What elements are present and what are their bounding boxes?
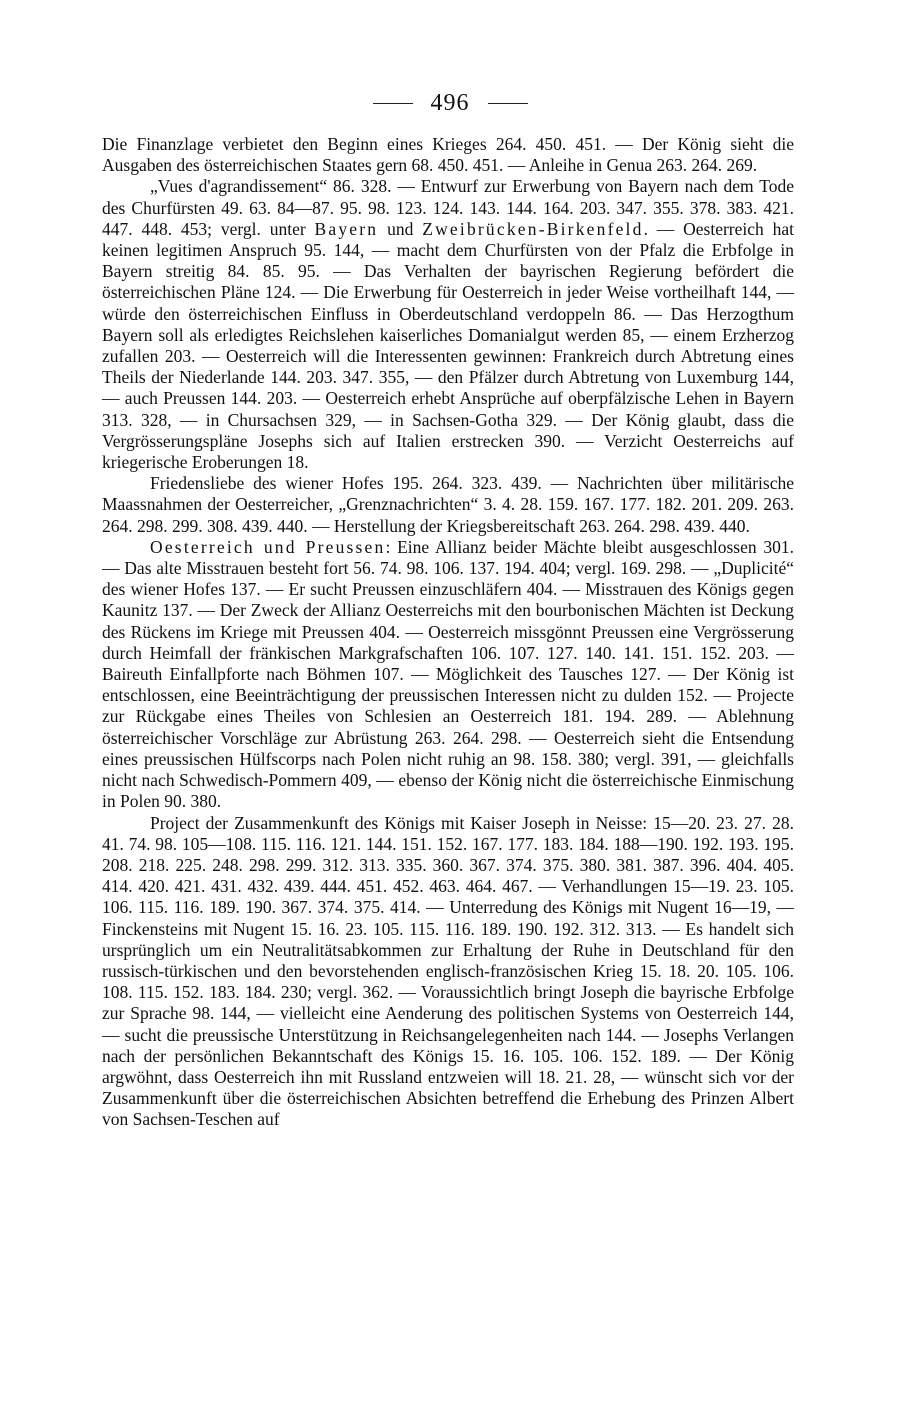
cross-reference: Bayern <box>314 218 379 239</box>
paragraph <box>102 473 794 537</box>
paragraph <box>102 537 794 813</box>
paragraph-text: und <box>378 218 423 239</box>
subheading: Oesterreich und Preussen <box>150 536 386 557</box>
index-text <box>102 134 794 1131</box>
paragraph-text: Die Finanzlage verbietet den Beginn eines Krieges 264. 450. 451. — Der König sieht die Ausgaben des österreichischen Staates gern 68. 450. 451. — Anleihe in Genua 263. 264. 269. <box>102 134 794 176</box>
paragraph <box>102 813 794 1131</box>
paragraph <box>102 176 794 473</box>
page-number: 496 <box>430 89 470 116</box>
page-header <box>0 88 900 118</box>
cross-reference: Zweibrücken-Birkenfeld <box>422 218 644 239</box>
paragraph-text: „Vues d'agrandissement“ 86. 328. — Entwurf zur Erwerbung von Bayern nach dem Tode des Churfürsten 49. 63. 84—87. 95. 98. 123. 124. 143. 144. 164. 203. 347. 355. 378. 383. 421. 447. 448. 453; vergl. unter <box>102 176 794 239</box>
paragraph-text: Friedensliebe des wiener Hofes 195. 264. 323. 439. — Nachrichten über militärische Maassnahmen der Oesterreicher, „Grenznachrichten“ 3. 4. 28. 159. 167. 177. 182. 201. 209. 263. 264. 298. 299. 308. 439. 440. — Herstellung der Kriegsbereitschaft 263. 264. 298. 439. 440. <box>102 473 794 536</box>
paragraph <box>102 134 794 176</box>
paragraph-text: . — Oesterreich hat keinen legitimen Anspruch 95. 144, — macht dem Churfürsten von der Pfalz die Erbfolge in Bayern streitig 84. 85. 95. — Das Verhalten der bayrischen Regierung befördert die österreichischen Pläne 124. — Die Erwerbung für Oesterreich in jeder Weise vortheilhaft 144, — würde den österreichischen Einfluss in Oberdeutschland verdoppeln 86. — Das Herzogthum Bayern soll als erledigtes Reichslehen kaiserliches Domanialgut werden 85, — einem Erzherzog zufallen 203. — Oesterreich will die Interessenten gewinnen: Frankreich durch Abtretung eines Theils der Niederlande 144. 203. 347. 355, — den Pfälzer durch Abtretung von Luxemburg 144, — auch Preussen 144. 203. — Oesterreich erhebt Ansprüche auf oberpfälzische Lehen in Bayern 313. 328, — in Chursachsen 329, — in Sachsen-Gotha 329. — Der König glaubt, dass die Vergrösserungspläne Josephs sich auf Italien erstrecken 390. — Verzicht Oesterreichs auf kriegerische Eroberungen 18. <box>102 218 794 473</box>
paragraph-text: : Eine Allianz beider Mächte bleibt ausgeschlossen 301. — Das alte Misstrauen besteht fort 56. 74. 98. 106. 137. 194. 404; vergl. 169. 298. — „Duplicité“ des wiener Hofes 137. — Er sucht Preussen einzuschläfern 404. — Misstrauen des Königs gegen Kaunitz 137. — Der Zweck der Allianz Oesterreichs mit den bourbonischen Mächten ist Deckung des Rückens im Kriege mit Preussen 404. — Oesterreich missgönnt Preussen eine Vergrösserung durch Heimfall der fränkischen Markgrafschaften 106. 107. 127. 140. 141. 151. 152. 203. — Baireuth Einfallpforte nach Böhmen 107. — Möglichkeit des Tausches 127. — Der König ist entschlossen, eine Beeinträchtigung der preussischen Interessen nicht zu dulden 152. — Projecte zur Rückgabe eines Theiles von Schlesien an Oesterreich 181. 194. 289. — Ablehnung österreichischer Vorschläge zur Abrüstung 263. 264. 298. — Oesterreich sieht die Entsendung eines preussischen Hülfscorps nach Polen nicht ruhig an 98. 158. 380; vergl. 391, — gleichfalls nicht nach Schwedisch-Pommern 409, — ebenso der König nicht die österreichische Einmischung in Polen 90. 380. <box>102 536 794 812</box>
header-rule-left <box>373 103 413 104</box>
paragraph-text: Project der Zusammenkunft des Königs mit Kaiser Joseph in Neisse: 15—20. 23. 27. 28. 41. 74. 98. 105—108. 115. 116. 121. 144. 151. 152. 167. 177. 183. 184. 188—190. 192. 193. 195. 208. 218. 225. 248. 298. 299. 312. 313. 335. 360. 367. 374. 375. 380. 381. 387. 396. 404. 405. 414. 420. 421. 431. 432. 439. 444. 451. 452. 463. 464. 467. — Verhandlungen 15—19. 23. 105. 106. 115. 116. 189. 190. 367. 374. 375. 414. — Unterredung des Königs mit Nugent 16—19, — Finckensteins mit Nugent 15. 16. 23. 105. 115. 116. 189. 190. 192. 312. 313. — Es handelt sich ursprünglich um ein Neutralitätsabkommen zur Erhaltung der Ruhe in Deutschland für den russisch-türkischen und den bevorstehenden englisch-französischen Krieg 15. 18. 20. 105. 106. 108. 115. 152. 183. 184. 230; vergl. 362. — Voraussichtlich bringt Joseph die bayrische Erbfolge zur Sprache 98. 144, — vielleicht eine Aenderung des politischen Systems von Oesterreich 144, — sucht die preussische Unterstützung in Reichsangelegenheiten nach 144. — Josephs Verlangen nach der persönlichen Bekanntschaft des Königs 15. 16. 105. 106. 152. 189. — Der König argwöhnt, dass Oesterreich ihn mit Russland entzweien will 18. 21. 28, — wünscht sich vor der Zusammenkunft über die österreichischen Absichten betreffend die Erhebung des Prinzen Albert von Sachsen-Teschen auf <box>102 812 794 1130</box>
header-rule-right <box>488 103 528 104</box>
